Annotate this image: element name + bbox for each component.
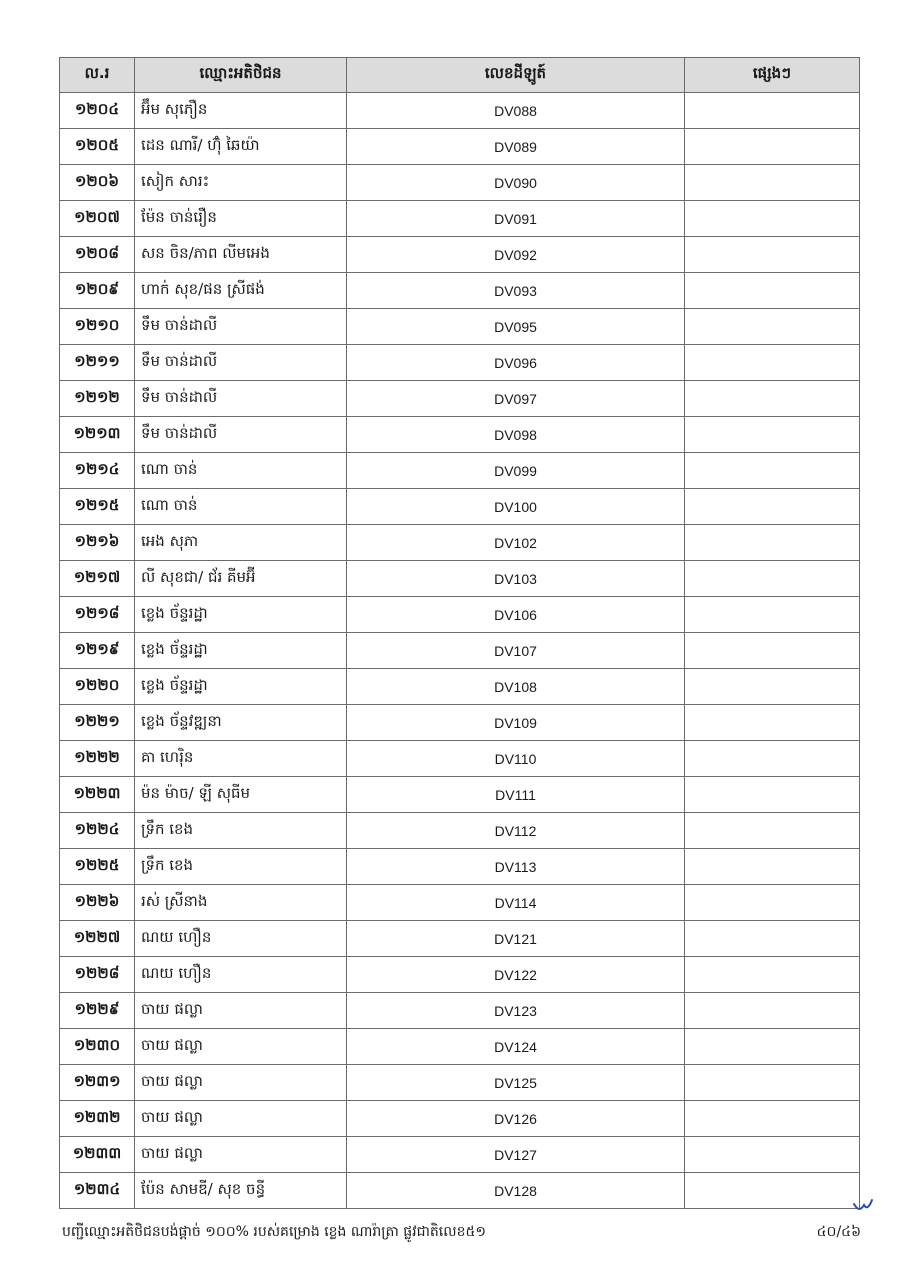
other-note xyxy=(685,201,860,237)
row-number: ១២២២ xyxy=(60,741,135,777)
customer-name: អេង សុភា xyxy=(135,525,347,561)
other-note xyxy=(685,849,860,885)
lot-number: DV089 xyxy=(347,129,685,165)
lot-number: DV099 xyxy=(347,453,685,489)
other-note xyxy=(685,525,860,561)
customer-table xyxy=(59,57,860,1209)
lot-number: DV102 xyxy=(347,525,685,561)
table-body xyxy=(60,93,860,1209)
table-row xyxy=(60,1029,860,1065)
customer-name: ចាយ ផល្លា xyxy=(135,1029,347,1065)
lot-number: DV095 xyxy=(347,309,685,345)
table-row xyxy=(60,561,860,597)
row-number: ១២៣៤ xyxy=(60,1173,135,1209)
other-note xyxy=(685,741,860,777)
other-note xyxy=(685,561,860,597)
other-note xyxy=(685,381,860,417)
customer-name: ទ្រឹក ខេង xyxy=(135,849,347,885)
row-number: ១២២៨ xyxy=(60,957,135,993)
table-row xyxy=(60,993,860,1029)
lot-number: DV090 xyxy=(347,165,685,201)
table-row xyxy=(60,345,860,381)
table-row xyxy=(60,957,860,993)
lot-number: DV110 xyxy=(347,741,685,777)
customer-name: ម៉ន ម៉ាច/ ឡី សុធីម xyxy=(135,777,347,813)
table-row xyxy=(60,921,860,957)
customer-name: ណយ ហឿន xyxy=(135,921,347,957)
header-number: ល.រ xyxy=(60,58,135,93)
row-number: ១២០៩ xyxy=(60,273,135,309)
other-note xyxy=(685,1173,860,1209)
other-note xyxy=(685,309,860,345)
lot-number: DV108 xyxy=(347,669,685,705)
lot-number: DV103 xyxy=(347,561,685,597)
other-note xyxy=(685,813,860,849)
customer-name: ចាយ ផល្លា xyxy=(135,1101,347,1137)
row-number: ១២១៩ xyxy=(60,633,135,669)
customer-name: ណោ ចាន់ xyxy=(135,489,347,525)
table-row xyxy=(60,453,860,489)
customer-name: ទឹម ចាន់ដាលី xyxy=(135,309,347,345)
row-number: ១២៣២ xyxy=(60,1101,135,1137)
customer-name: លី សុខជា/ ជ័រ គីមអ៊ី xyxy=(135,561,347,597)
other-note xyxy=(685,633,860,669)
row-number: ១២១២ xyxy=(60,381,135,417)
other-note xyxy=(685,129,860,165)
table-row xyxy=(60,417,860,453)
other-note xyxy=(685,237,860,273)
customer-name: ណយ ហឿន xyxy=(135,957,347,993)
row-number: ១២២៣ xyxy=(60,777,135,813)
header-customer-name: ឈ្មោះអតិថិជន xyxy=(135,58,347,93)
lot-number: DV121 xyxy=(347,921,685,957)
lot-number: DV128 xyxy=(347,1173,685,1209)
lot-number: DV107 xyxy=(347,633,685,669)
lot-number: DV113 xyxy=(347,849,685,885)
customer-name: ខ្លេង ច័ន្ទវឌ្ឍនា xyxy=(135,705,347,741)
lot-number: DV093 xyxy=(347,273,685,309)
lot-number: DV088 xyxy=(347,93,685,129)
customer-name: សៀក សារះ xyxy=(135,165,347,201)
row-number: ១២២០ xyxy=(60,669,135,705)
lot-number: DV122 xyxy=(347,957,685,993)
row-number: ១២២៥ xyxy=(60,849,135,885)
table-row xyxy=(60,597,860,633)
customer-name: ហាក់ សុខ/ផន ស្រីផង់ xyxy=(135,273,347,309)
customer-name: ទ្រឹក ខេង xyxy=(135,813,347,849)
other-note xyxy=(685,165,860,201)
lot-number: DV091 xyxy=(347,201,685,237)
table-row xyxy=(60,1065,860,1101)
customer-name: ខ្លេង ច័ន្ទរដ្ឋា xyxy=(135,669,347,705)
lot-number: DV123 xyxy=(347,993,685,1029)
row-number: ១២០៧ xyxy=(60,201,135,237)
row-number: ១២០៥ xyxy=(60,129,135,165)
table-row xyxy=(60,489,860,525)
table-row xyxy=(60,201,860,237)
lot-number: DV109 xyxy=(347,705,685,741)
other-note xyxy=(685,921,860,957)
table-row xyxy=(60,129,860,165)
row-number: ១២១៣ xyxy=(60,417,135,453)
lot-number: DV112 xyxy=(347,813,685,849)
lot-number: DV111 xyxy=(347,777,685,813)
customer-name: ទឹម ចាន់ដាលី xyxy=(135,417,347,453)
row-number: ១២២៧ xyxy=(60,921,135,957)
customer-name: ទឹម ចាន់ដាលី xyxy=(135,345,347,381)
table-row xyxy=(60,777,860,813)
row-number: ១២១០ xyxy=(60,309,135,345)
row-number: ១២០៦ xyxy=(60,165,135,201)
other-note xyxy=(685,597,860,633)
table-header xyxy=(60,58,860,93)
ink-tick-icon xyxy=(852,1198,874,1214)
customer-name: ចាយ ផល្លា xyxy=(135,1137,347,1173)
lot-number: DV124 xyxy=(347,1029,685,1065)
table-row xyxy=(60,273,860,309)
other-note xyxy=(685,453,860,489)
row-number: ១២៣៣ xyxy=(60,1137,135,1173)
header-lot-number: លេខដីឡូត៍ xyxy=(347,58,685,93)
row-number: ១២២៩ xyxy=(60,993,135,1029)
lot-number: DV096 xyxy=(347,345,685,381)
other-note xyxy=(685,417,860,453)
table-row xyxy=(60,237,860,273)
table-row xyxy=(60,93,860,129)
row-number: ១២២១ xyxy=(60,705,135,741)
row-number: ១២១៥ xyxy=(60,489,135,525)
table-row xyxy=(60,669,860,705)
other-note xyxy=(685,489,860,525)
table-row xyxy=(60,633,860,669)
other-note xyxy=(685,345,860,381)
customer-name: រស់ ស្រីនាង xyxy=(135,885,347,921)
row-number: ១២១១ xyxy=(60,345,135,381)
other-note xyxy=(685,1029,860,1065)
row-number: ១២១៦ xyxy=(60,525,135,561)
lot-number: DV126 xyxy=(347,1101,685,1137)
other-note xyxy=(685,777,860,813)
table-row xyxy=(60,741,860,777)
table-row xyxy=(60,849,860,885)
row-number: ១២២៦ xyxy=(60,885,135,921)
table-row xyxy=(60,1173,860,1209)
other-note xyxy=(685,957,860,993)
lot-number: DV114 xyxy=(347,885,685,921)
other-note xyxy=(685,1065,860,1101)
other-note xyxy=(685,669,860,705)
customer-name: គា ហេរ៉ិន xyxy=(135,741,347,777)
customer-name: អ៊ឹម សុភឿន xyxy=(135,93,347,129)
customer-name: ចាយ ផល្លា xyxy=(135,993,347,1029)
customer-name: ខ្លេង ច័ន្ទរដ្ឋា xyxy=(135,597,347,633)
customer-name: សន ចិន/ភាព លីមអេង xyxy=(135,237,347,273)
table-row xyxy=(60,309,860,345)
footer-caption: បញ្ជីឈ្មោះអតិថិជនបង់ផ្តាច់ ១០០% របស់គម្រោង ខ្លេង ណារ៉ាត្រា ផ្លូវជាតិលេខ៥១ xyxy=(62,1224,486,1240)
lot-number: DV097 xyxy=(347,381,685,417)
other-note xyxy=(685,885,860,921)
customer-name: ចាយ ផល្លា xyxy=(135,1065,347,1101)
customer-name: ទឹម ចាន់ដាលី xyxy=(135,381,347,417)
row-number: ១២០៨ xyxy=(60,237,135,273)
other-note xyxy=(685,705,860,741)
row-number: ១២៣១ xyxy=(60,1065,135,1101)
customer-name: ដេន ណារី/ ហ៊ុំ ឆៃយ៉ា xyxy=(135,129,347,165)
customer-name: ណោ ចាន់ xyxy=(135,453,347,489)
row-number: ១២១៨ xyxy=(60,597,135,633)
row-number: ១២០៤ xyxy=(60,93,135,129)
table-row xyxy=(60,813,860,849)
row-number: ១២៣០ xyxy=(60,1029,135,1065)
row-number: ១២១៧ xyxy=(60,561,135,597)
lot-number: DV100 xyxy=(347,489,685,525)
header-other: ផ្សេងៗ xyxy=(685,58,860,93)
lot-number: DV125 xyxy=(347,1065,685,1101)
table-row xyxy=(60,1101,860,1137)
table-row xyxy=(60,885,860,921)
row-number: ១២១៤ xyxy=(60,453,135,489)
table-row xyxy=(60,381,860,417)
table-row xyxy=(60,165,860,201)
other-note xyxy=(685,273,860,309)
customer-name: ខ្លេង ច័ន្ទរដ្ឋា xyxy=(135,633,347,669)
header-row xyxy=(60,58,860,93)
lot-number: DV098 xyxy=(347,417,685,453)
lot-number: DV106 xyxy=(347,597,685,633)
row-number: ១២២៤ xyxy=(60,813,135,849)
other-note xyxy=(685,1137,860,1173)
lot-number: DV127 xyxy=(347,1137,685,1173)
other-note xyxy=(685,1101,860,1137)
page-number: ៤០/៤៦ xyxy=(816,1224,861,1240)
customer-name: ប៉ែន សាមឌី/ សុខ ចន្ធី xyxy=(135,1173,347,1209)
table-row xyxy=(60,705,860,741)
customer-name: ម៉ែន ចាន់រឿន xyxy=(135,201,347,237)
other-note xyxy=(685,993,860,1029)
table-row xyxy=(60,525,860,561)
table-row xyxy=(60,1137,860,1173)
other-note xyxy=(685,93,860,129)
lot-number: DV092 xyxy=(347,237,685,273)
